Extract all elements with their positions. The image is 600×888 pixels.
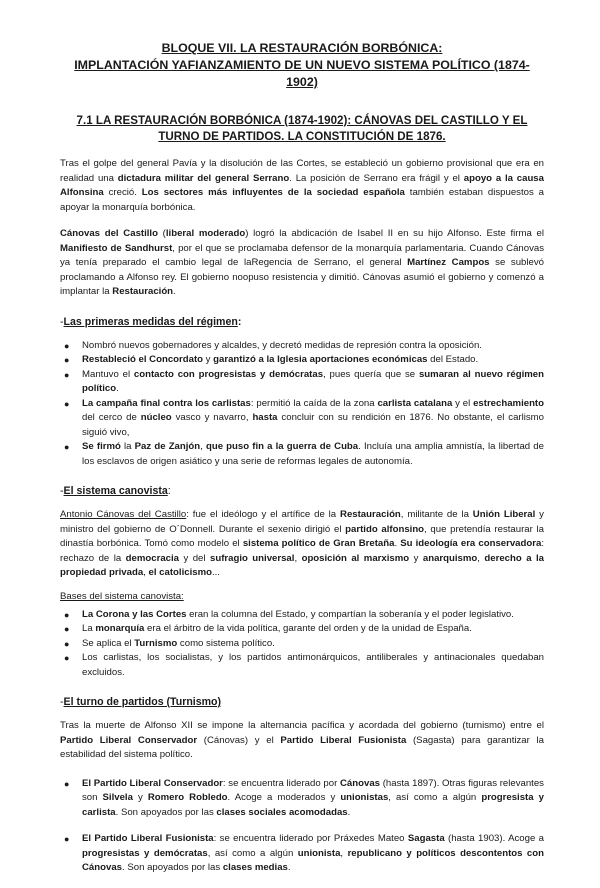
bold-text: sistema político de Gran Bretaña — [242, 538, 395, 549]
bold-text: Turnismo — [134, 637, 178, 649]
medidas-heading-prefix: - — [60, 315, 64, 328]
bold-text: La Corona y las Cortes — [82, 608, 187, 620]
text-run: Los carlistas, los socialistas, y los partidos antimonárquicos, antiliberales y antinacionales quedaban excluidos. — [82, 652, 544, 678]
text-run: ... — [211, 567, 220, 578]
text-run: la — [120, 441, 135, 452]
text-run: , — [477, 552, 485, 564]
bullet-icon: ● — [64, 653, 70, 663]
list-item — [60, 368, 544, 397]
text-run: . La posición de Serrano era frágil y el — [289, 172, 464, 184]
bold-text: Partido Liberal Fusionista — [280, 734, 407, 746]
bullet-icon: ● — [64, 609, 70, 620]
canovista-heading — [60, 484, 544, 499]
document-page — [60, 40, 544, 888]
text-run: y — [203, 354, 214, 365]
bold-text: Unión Liberal — [472, 509, 536, 520]
text-run: vasco y navarro, — [171, 412, 253, 423]
bold-text: clases sociales acomodadas — [216, 806, 348, 818]
bold-text: Restauración — [340, 509, 401, 520]
text-run: (hasta 1897). Otras figuras relevantes son — [82, 777, 544, 803]
medidas-heading — [60, 315, 544, 330]
bullet-icon: ● — [64, 369, 70, 380]
bold-text: Partido Liberal Conservador — [60, 734, 198, 746]
bloque-title-line-2: IMPLANTACIÓN YAFIANZAMIENTO DE UN NUEVO SISTEMA POLÍTICO (1874-1902) — [74, 58, 530, 89]
bold-text: republicano y políticos descontentos con Cánovas — [82, 847, 544, 873]
bold-text: Romero Robledo — [147, 792, 228, 803]
text-run: se sublevó proclamando a Alfonso rey. El gobierno noopuso resistencia y dimitió. Cánovas asumió el gobierno y comenzó a implantar la — [60, 257, 544, 297]
canovista-heading-suffix: : — [167, 485, 171, 497]
bold-text: Restableció el Concordato — [82, 354, 204, 365]
text-run: , así como a algún — [207, 847, 298, 859]
bullet-icon: ● — [64, 638, 70, 649]
list-item — [60, 608, 544, 623]
bases-heading — [60, 590, 544, 604]
bold-text: democracia — [125, 552, 179, 564]
list-item — [60, 622, 544, 637]
bold-text: sumaran al nuevo régimen político — [82, 368, 545, 394]
text-run: . Son apoyados por las — [115, 806, 217, 818]
bold-text: Manifiesto de Sandhurst — [60, 242, 173, 254]
bold-text: unionista — [297, 847, 341, 859]
bold-text: partido alfonsino — [345, 523, 425, 535]
bold-text: monarquía — [95, 623, 145, 634]
bold-text: Los sectores más influyentes de la sociedad española — [141, 187, 405, 198]
bases-list — [60, 608, 544, 681]
text-run: , pues quería que se — [323, 368, 419, 380]
text-run: (Cánovas) y el — [197, 734, 281, 746]
text-run: . — [394, 538, 401, 549]
text-run: . Son apoyados por las — [122, 862, 223, 873]
bold-text: Su ideología era conservadora — [400, 538, 542, 549]
text-run: eran la columna del Estado, y compartían la soberanía y el poder legislativo. — [186, 608, 514, 620]
bold-text: Restauración — [112, 286, 174, 297]
bold-text: progresista y carlista — [82, 792, 544, 818]
text-run: y — [132, 792, 148, 803]
bases-heading-suffix: : — [181, 590, 184, 602]
text-run: , por el que se proclamaba defensor de la monarquía parlamentaria. Cuando Cánovas ya tenía preparado el cambio legal de laRegencia de Serrano, el general — [60, 242, 544, 268]
list-item — [60, 440, 544, 469]
bullet-icon: ● — [64, 398, 70, 409]
text-run: ) logró la abdicación de Isabel II en su hijo Alfonso. Este firma el — [245, 228, 544, 239]
intro-paragraph-1 — [60, 157, 544, 215]
bullet-icon: ● — [64, 340, 70, 351]
text-run: y ministro del gobierno de O´Donnell. Durante el sexenio dirigió el — [60, 509, 544, 535]
canovista-heading-text: El sistema canovista — [63, 485, 168, 497]
list-item — [60, 651, 544, 680]
canovista-paragraph — [60, 508, 544, 581]
bold-text: oposición al marxismo — [301, 552, 410, 564]
canovista-heading-prefix: - — [60, 485, 64, 497]
section-title: 7.1 LA RESTAURACIÓN BORBÓNICA (1874-1902): CÁNOVAS DEL CASTILLO Y EL TURNO DE PARTIDOS. LA CONSTITUCIÓN DE 1876. — [76, 114, 528, 143]
bases-heading-text: Bases del sistema canovista — [60, 590, 182, 602]
text-run: : fue el ideólogo y el artífice de la — [186, 509, 341, 520]
bold-text: El Partido Liberal Conservador — [82, 777, 223, 789]
bullet-icon: ● — [64, 834, 70, 844]
text-run: y del — [179, 552, 210, 564]
medidas-list — [60, 339, 544, 470]
bold-text: El Partido Liberal Fusionista — [82, 833, 214, 844]
bold-text: carlista catalana — [377, 397, 453, 409]
list-item — [60, 339, 544, 354]
text-run: : se encuentra liderado por Práxedes Mateo — [213, 833, 408, 844]
bold-text: Cánovas — [340, 777, 380, 789]
bold-text: progresistas y demócratas — [82, 847, 208, 859]
text-run: también estaban dispuestos a apoyar la monarquía borbónica. — [60, 187, 544, 213]
bold-text: contacto con progresistas y demócratas — [133, 368, 324, 380]
turno-heading-prefix: - — [60, 696, 64, 708]
text-run: . — [116, 383, 119, 394]
text-run: (Sagasta) para garantizar la estabilidad del sistema político. — [60, 734, 544, 760]
text-run: , militante de la — [400, 509, 473, 520]
bold-text: unionistas — [340, 792, 389, 803]
bold-text: hasta — [252, 412, 278, 423]
turno-paragraph — [60, 719, 544, 763]
text-run: . — [173, 286, 176, 297]
text-run: del Estado. — [427, 354, 479, 365]
text-run: ( — [157, 228, 166, 239]
text-run: . — [347, 806, 351, 818]
text-run: Tras el golpe del general Pavía y la disolución de las Cortes, se estableció un gobierno provisional que era en realidad una — [60, 158, 544, 184]
list-item — [60, 832, 544, 876]
bold-text: liberal moderado — [165, 228, 246, 239]
text-run: creció. — [103, 187, 142, 198]
bold-text: estrechamiento — [473, 397, 544, 409]
underlined-text: Antonio Cánovas del Castillo — [60, 509, 187, 520]
bold-text: Sagasta — [407, 833, 445, 844]
bold-text: que puso fin a la guerra de Cuba — [205, 441, 359, 452]
bold-text: clases medias — [222, 862, 288, 873]
intro-paragraph-2 — [60, 227, 544, 300]
list-item — [60, 353, 544, 368]
bloque-title-line-1: BLOQUE VII. LA RESTAURACIÓN BORBÓNICA: — [161, 41, 443, 55]
bullet-icon: ● — [64, 442, 70, 452]
bold-text: derecho a la propiedad privada — [60, 552, 544, 578]
text-run: , — [340, 847, 348, 859]
text-run: . — [287, 862, 291, 873]
text-run: La — [82, 623, 96, 634]
list-item — [60, 637, 544, 652]
bold-text: Se firmó — [82, 441, 121, 452]
text-run: concluir con su rendición en 1876. No obstante, el carlismo siguió vivo, — [82, 412, 544, 438]
text-run: Tras la muerte de Alfonso XII se impone la alternancia pacífica y acordada del gobierno (turnismo) entre el — [60, 720, 544, 731]
bold-text: La campaña final contra los carlistas — [82, 397, 251, 409]
medidas-heading-text: Las primeras medidas del régimen — [63, 315, 238, 328]
text-run: del cerco de — [82, 412, 141, 423]
text-run: y el — [452, 397, 474, 409]
bold-text: sufragio universal — [210, 552, 295, 564]
bold-text: garantizó a la Iglesia aportaciones económicas — [213, 354, 428, 365]
bold-text: apoyo a la causa Alfonsina — [60, 172, 544, 198]
bold-text: Paz de Zanjón — [134, 441, 201, 452]
text-run: era el árbitro de la vida política, garante del orden y de la unidad de España. — [144, 623, 472, 634]
text-run: : permitió la caída de la zona — [250, 397, 378, 409]
bold-text: Silvela — [102, 792, 133, 803]
bold-text: núcleo — [140, 412, 172, 423]
text-run: , — [143, 567, 149, 578]
text-run: : se encuentra liderado por — [222, 777, 340, 789]
text-run: Se aplica el — [82, 637, 135, 649]
bullet-icon: ● — [64, 778, 70, 789]
bullet-icon: ● — [64, 355, 70, 365]
bold-text: el catolicismo — [148, 567, 212, 578]
text-run: como sistema político. — [177, 637, 275, 649]
turno-heading — [60, 695, 544, 710]
bold-text: anarquismo — [422, 552, 478, 564]
text-run: (hasta 1903). Acoge a — [444, 833, 544, 844]
text-run: , así como a algún — [388, 792, 482, 803]
text-run: : rechazo de la — [60, 538, 544, 564]
bold-text: Cánovas del Castillo — [60, 228, 158, 239]
text-run: Nombró nuevos gobernadores y alcaldes, y decretó medidas de represión contra la oposición. — [82, 339, 482, 351]
turno-party-list — [60, 777, 544, 876]
text-run: . Incluía una amplia amnistía, la libertad de los esclavos de origen asiático y una serie de reformas legales de autonomía. — [82, 441, 544, 467]
bullet-icon: ● — [64, 624, 70, 634]
list-item — [60, 777, 544, 821]
text-run: . Acoge a moderados y — [227, 792, 341, 803]
bold-text: Martínez Campos — [407, 257, 490, 268]
bold-text: dictadura militar del general Serrano — [117, 172, 290, 184]
text-run: y — [409, 552, 423, 564]
text-run: , — [200, 441, 206, 452]
text-run: Mantuvo el — [82, 368, 134, 380]
medidas-heading-suffix: : — [237, 315, 242, 328]
list-item — [60, 397, 544, 441]
text-run: , que pretendía restaurar la dinastía borbónica. Tomó como modelo el — [60, 523, 544, 549]
turno-heading-text: El turno de partidos (Turnismo) — [63, 696, 222, 708]
text-run: , — [294, 552, 302, 564]
